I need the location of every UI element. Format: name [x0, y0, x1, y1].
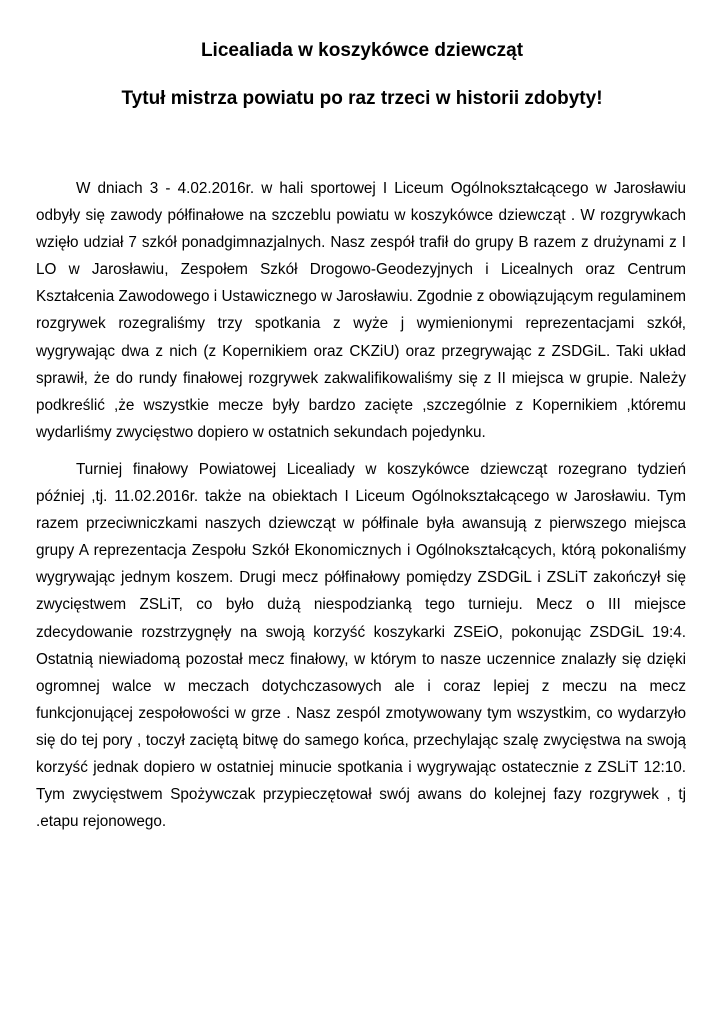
article-body [36, 175, 686, 835]
document-title: Licealiada w koszykówce dziewcząt [200, 40, 524, 61]
paragraph-finals: Turniej finałowy Powiatowej Licealiady w koszykówce dziewcząt rozegrano tydzień później ,tj. 11.02.2016r. także na obiektach I Liceum Ogólnokształcącego w Jarosławiu. Tym razem przeciwniczkami naszych dziewcząt w półfinale była awansują z pierwszego miejsca grupy A reprezentacja Zespołu Szkół Ekonomicznych i Ogólnokształcących, którą pokonaliśmy wygrywając jednym koszem. Drugi mecz półfinałowy pomiędzy ZSDGiL i ZSLiT zakończył się zwycięstwem ZSLiT, co było dużą niespodzianką tego turnieju. Mecz o III miejsce zdecydowanie rozstrzygnęły na swoją korzyść koszykarki ZSEiO, pokonując ZSDGiL 19:4. Ostatnią niewiadomą pozostał mecz finałowy, w którym to nasze uczennice znalazły się dzięki ogromnej walce w meczach dotychczasowych ale i coraz lepiej z meczu na mecz funkcjonującej zespołowości w grze . Nasz zespól zmotywowany tym wszystkim, co wydarzyło się do tej pory , toczył zaciętą bitwę do samego końca, przechylając szalę zwycięstwa na swoją korzyść jednak dopiero w ostatniej minucie spotkania i wygrywając ostatecznie z ZSLiT 12:10. Tym zwycięstwem Spożywczak przypieczętował swój awans do kolejnej fazy rozgrywek , tj .etapu rejonowego. [36, 460, 686, 831]
document-subtitle: Tytuł mistrza powiatu po raz trzeci w historii zdobyty! [121, 88, 603, 109]
paragraph-semifinals: W dniach 3 - 4.02.2016r. w hali sportowej I Liceum Ogólnokształcącego w Jarosławiu odbyły się zawody półfinałowe na szczeblu powiatu w koszykówce dziewcząt . W rozgrywkach wzięło udział 7 szkół ponadgimnazjalnych. Nasz zespół trafił do grupy B razem z drużynami z I LO w Jarosławiu, Zespołem Szkół Drogowo-Geodezyjnych i Licealnych oraz Centrum Kształcenia Zawodowego i Ustawicznego w Jarosławiu. Zgodnie z obowiązującym regulaminem rozgrywek rozegraliśmy trzy spotkania z wyże j wymienionymi reprezentacjami szkół, wygrywając dwa z nich (z Kopernikiem oraz CKZiU) oraz przegrywając z ZSDGiL. Taki układ sprawił, że do rundy finałowej rozgrywek zakwalifikowaliśmy się z II miejsca w grupie. Należy podkreślić ,że wszystkie mecze były bardzo zacięte ,szczególnie z Kopernikiem ,któremu wydarliśmy zwycięstwo dopiero w ostatnich sekundach pojedynku. [36, 180, 686, 441]
